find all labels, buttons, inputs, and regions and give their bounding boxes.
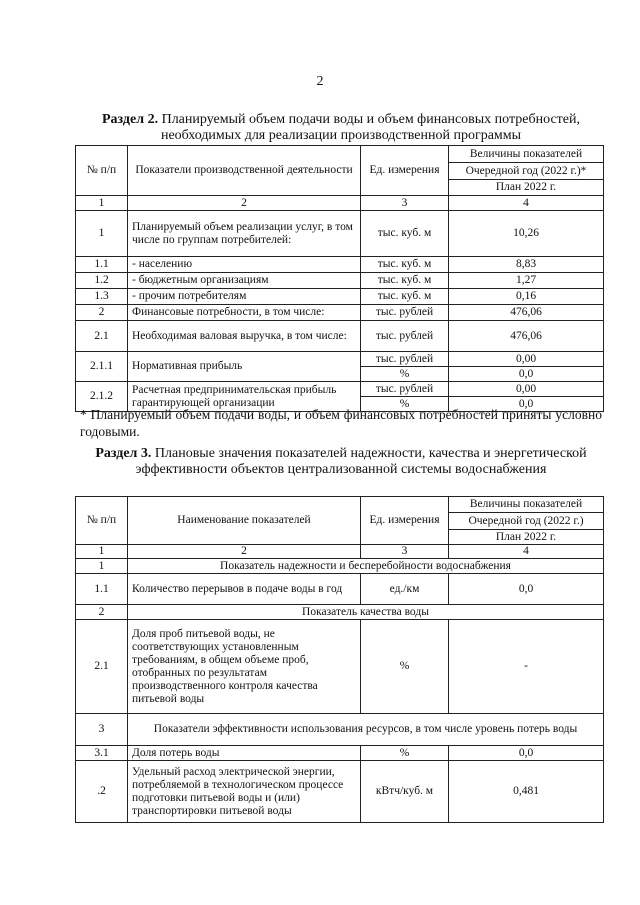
table-row (76, 761, 604, 823)
col-number: 4 (449, 196, 604, 211)
header-values-group: Величины показателей (449, 497, 604, 513)
row-value-percent: 0,0 (449, 397, 604, 412)
row-name: - населению (128, 257, 361, 273)
row-value: 0,0 (449, 574, 604, 605)
footnote: * Планируемый объем подачи воды, и объем финансовых потребностей приняты условно годовыми. (80, 407, 602, 439)
table-row (76, 321, 604, 352)
row-name: Необходимая валовая выручка, в том числе: (128, 321, 361, 352)
row-unit-percent: % (361, 367, 449, 382)
section3-title (76, 446, 606, 478)
group-num: 3 (76, 714, 128, 746)
group-title: Показатели эффективности использования ресурсов, в том числе уровень потерь воды (128, 714, 604, 746)
header-num: № п/п (76, 146, 128, 196)
row-unit: % (361, 620, 449, 714)
header-values-group: Величины показателей (449, 146, 604, 163)
row-value: 0,0 (449, 746, 604, 761)
group-num: 1 (76, 559, 128, 574)
col-number: 3 (361, 196, 449, 211)
section2-title-bold: Раздел 2. (102, 112, 159, 127)
row-value: 476,06 (449, 305, 604, 321)
row-unit: % (361, 746, 449, 761)
row-unit: тыс. рублей (361, 352, 449, 367)
row-name: Доля потерь воды (128, 746, 361, 761)
row-unit: тыс. куб. м (361, 273, 449, 289)
section3-table (75, 496, 604, 823)
header-indicator: Показатели производственной деятельности (128, 146, 361, 196)
row-unit: тыс. куб. м (361, 289, 449, 305)
row-unit: тыс. рублей (361, 321, 449, 352)
row-num: 2.1 (76, 321, 128, 352)
row-name: Планируемый объем реализации услуг, в том числе по группам потребителей: (128, 211, 361, 257)
table-row (76, 257, 604, 273)
table-row (76, 273, 604, 289)
header-plan: План 2022 г. (449, 180, 604, 196)
row-unit-percent: % (361, 397, 449, 412)
row-name: Расчетная предпринимательская прибыль гарантирующей организации (128, 382, 361, 412)
row-name: Удельный расход электрической энергии, потребляемой в технологическом процессе подготовки питьевой воды и (или) транспортировки питьевой воды (128, 761, 361, 823)
page-number: 2 (316, 74, 324, 89)
row-unit: тыс. куб. м (361, 257, 449, 273)
col-number: 4 (449, 545, 604, 559)
row-num: .2 (76, 761, 128, 823)
header-year: Очередной год (2022 г.) (449, 513, 604, 530)
group-row (76, 605, 604, 620)
section2-title-rest: Планируемый объем подачи воды и объем финансовых потребностей, необходимых для реализации производственной программы (158, 112, 580, 143)
row-value: 0,16 (449, 289, 604, 305)
header-num: № п/п (76, 497, 128, 545)
row-name: Финансовые потребности, в том числе: (128, 305, 361, 321)
col-number: 3 (361, 545, 449, 559)
col-number: 2 (128, 545, 361, 559)
row-name: - прочим потребителям (128, 289, 361, 305)
table-row (76, 289, 604, 305)
header-plan: План 2022 г. (449, 530, 604, 545)
row-value: 476,06 (449, 321, 604, 352)
row-name: Доля проб питьевой воды, не соответствующих установленным требованиям, в общем объеме проб, отобранных по результатам производственного контроля качества питьевой воды (128, 620, 361, 714)
row-value: - (449, 620, 604, 714)
section3-title-rest: Плановые значения показателей надежности, качества и энергетической эффективности объектов централизованной системы водоснабжения (135, 446, 587, 477)
row-num: 1.2 (76, 273, 128, 289)
row-num: 1.3 (76, 289, 128, 305)
table-row (76, 382, 604, 397)
group-title: Показатель надежности и бесперебойности водоснабжения (128, 559, 604, 574)
row-num: 3.1 (76, 746, 128, 761)
row-num: 2 (76, 305, 128, 321)
col-number: 1 (76, 545, 128, 559)
table-row (76, 620, 604, 714)
table-row (76, 746, 604, 761)
row-unit: тыс. рублей (361, 382, 449, 397)
section3-title-bold: Раздел 3. (95, 446, 152, 461)
row-num: 1.1 (76, 257, 128, 273)
header-year: Очередной год (2022 г.)* (449, 163, 604, 180)
row-name: - бюджетным организациям (128, 273, 361, 289)
table-row (76, 352, 604, 367)
row-value-percent: 0,0 (449, 367, 604, 382)
row-value: 1,27 (449, 273, 604, 289)
section2-table (75, 145, 604, 412)
row-name: Нормативная прибыль (128, 352, 361, 382)
header-indicator: Наименование показателей (128, 497, 361, 545)
row-unit: кВтч/куб. м (361, 761, 449, 823)
section2-title (76, 112, 606, 144)
table-row (76, 574, 604, 605)
group-row (76, 714, 604, 746)
row-value: 8,83 (449, 257, 604, 273)
row-num: 1 (76, 211, 128, 257)
row-value: 0,00 (449, 352, 604, 367)
row-name: Количество перерывов в подаче воды в год (128, 574, 361, 605)
row-value: 10,26 (449, 211, 604, 257)
col-number: 1 (76, 196, 128, 211)
header-unit: Ед. измерения (361, 497, 449, 545)
row-num: 2.1.2 (76, 382, 128, 412)
row-num: 2.1.1 (76, 352, 128, 382)
row-num: 1.1 (76, 574, 128, 605)
table-row (76, 211, 604, 257)
group-title: Показатель качества воды (128, 605, 604, 620)
col-number: 2 (128, 196, 361, 211)
group-num: 2 (76, 605, 128, 620)
header-unit: Ед. измерения (361, 146, 449, 196)
row-unit: ед./км (361, 574, 449, 605)
row-unit: тыс. куб. м (361, 211, 449, 257)
row-num: 2.1 (76, 620, 128, 714)
row-value: 0,00 (449, 382, 604, 397)
group-row (76, 559, 604, 574)
row-unit: тыс. рублей (361, 305, 449, 321)
row-value: 0,481 (449, 761, 604, 823)
table-row (76, 305, 604, 321)
